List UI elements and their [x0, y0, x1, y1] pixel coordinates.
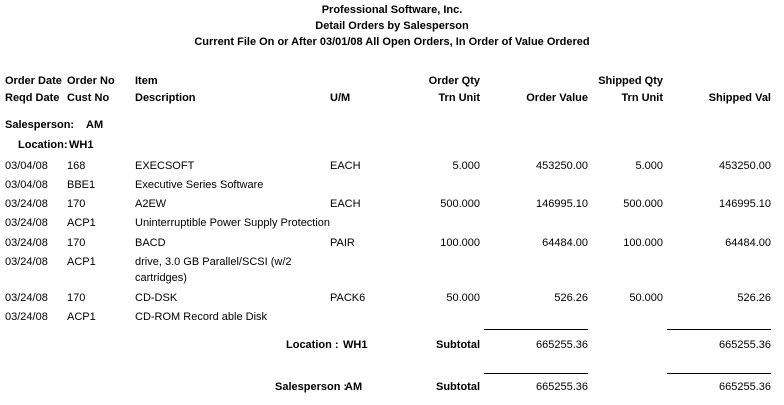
- row-4-reqd-date: 03/24/08: [5, 311, 48, 323]
- row-4-order-date: 03/24/08: [5, 292, 48, 304]
- row-3-reqd-date: 03/24/08: [5, 256, 48, 268]
- location-subtotal-rule-order: [484, 329, 588, 330]
- row-1-description: Executive Series Software: [135, 179, 264, 191]
- location-subtotal-label: Location :: [286, 339, 339, 351]
- row-1-item: EXECSOFT: [135, 160, 195, 172]
- col-order-value: Order Value: [526, 92, 588, 104]
- row-2-cust-no: ACP1: [67, 217, 96, 229]
- row-4-item: CD-DSK: [135, 292, 178, 304]
- col-cust-no: Cust No: [67, 92, 110, 104]
- row-1-shipped-qty: 5.000: [635, 160, 663, 172]
- row-1-shipped-val: 453250.00: [719, 160, 771, 172]
- row-3-order-qty: 100.000: [440, 237, 480, 249]
- row-3-order-no: 170: [67, 237, 86, 249]
- row-3-description: drive, 3.0 GB Parallel/SCSI (w/2: [135, 256, 292, 268]
- col-order-date: Order Date: [5, 75, 62, 87]
- row-1-cust-no: BBE1: [67, 179, 96, 191]
- row-3-cust-no: ACP1: [67, 256, 96, 268]
- row-1-reqd-date: 03/04/08: [5, 179, 48, 191]
- salesperson-subtotal-label: Salesperson :: [275, 381, 348, 393]
- row-4-um: PACK6: [330, 292, 366, 304]
- row-2-shipped-val: 146995.10: [719, 198, 771, 210]
- company-name: Professional Software, Inc.: [321, 4, 463, 16]
- row-2-order-qty: 500.000: [440, 198, 480, 210]
- col-item: Item: [135, 75, 158, 87]
- row-2-shipped-qty: 500.000: [623, 198, 663, 210]
- row-3-shipped-val: 64484.00: [725, 237, 771, 249]
- row-4-shipped-qty: 50.000: [629, 292, 663, 304]
- col-um: U/M: [330, 92, 351, 104]
- salesperson-subtotal-shipped-val: 665255.36: [719, 381, 771, 393]
- row-2-description: Uninterruptible Power Supply Protection: [135, 217, 331, 229]
- row-4-shipped-val: 526.26: [737, 292, 771, 304]
- row-2-reqd-date: 03/24/08: [5, 217, 48, 229]
- col-order-no: Order No: [67, 75, 115, 87]
- row-1-order-qty: 5.000: [452, 160, 480, 172]
- col-reqd-date: Reqd Date: [5, 92, 60, 104]
- salesperson-subtotal-rule-shipped: [667, 373, 771, 374]
- report-title: Detail Orders by Salesperson: [315, 20, 469, 32]
- salesperson-label: Salesperson:: [5, 119, 75, 131]
- col-shipped-qty: Shipped Qty: [598, 75, 663, 87]
- location-subtotal-rule-shipped: [667, 329, 771, 330]
- row-4-order-no: 170: [67, 292, 86, 304]
- salesperson-subtotal-order-value: 665255.36: [536, 381, 588, 393]
- location-value: WH1: [69, 139, 94, 151]
- row-2-um: EACH: [330, 198, 361, 210]
- row-1-order-date: 03/04/08: [5, 160, 48, 172]
- report-criteria: Current File On or After 03/01/08 All Open Orders, In Order of Value Ordered: [194, 36, 590, 48]
- location-subtotal-order-value: 665255.36: [536, 339, 588, 351]
- col-order-qty: Order Qty: [428, 75, 480, 87]
- col-trn-unit-2: Trn Unit: [621, 92, 663, 104]
- location-subtotal-value: WH1: [343, 339, 368, 351]
- salesperson-subtotal-value: AM: [345, 381, 363, 393]
- row-4-order-value: 526.26: [554, 292, 588, 304]
- salesperson-value: AM: [86, 119, 104, 131]
- row-2-item: A2EW: [135, 198, 167, 210]
- row-4-description: CD-ROM Record able Disk: [135, 311, 268, 323]
- row-2-order-no: 170: [67, 198, 86, 210]
- salesperson-subtotal-caption: Subtotal: [436, 381, 480, 393]
- col-description: Description: [135, 92, 196, 104]
- row-4-cust-no: ACP1: [67, 311, 96, 323]
- location-label: Location:: [18, 139, 68, 151]
- row-3-order-date: 03/24/08: [5, 237, 48, 249]
- row-2-order-value: 146995.10: [536, 198, 588, 210]
- row-3-description-cont: cartridges): [135, 272, 187, 284]
- row-1-order-no: 168: [67, 160, 86, 172]
- row-3-um: PAIR: [330, 237, 355, 249]
- row-3-shipped-qty: 100.000: [623, 237, 663, 249]
- col-trn-unit-1: Trn Unit: [438, 92, 480, 104]
- row-2-order-date: 03/24/08: [5, 198, 48, 210]
- row-1-order-value: 453250.00: [536, 160, 588, 172]
- row-1-um: EACH: [330, 160, 361, 172]
- row-3-item: BACD: [135, 237, 166, 249]
- location-subtotal-caption: Subtotal: [436, 339, 480, 351]
- location-subtotal-shipped-val: 665255.36: [719, 339, 771, 351]
- col-shipped-val: Shipped Val: [708, 92, 771, 104]
- salesperson-subtotal-rule-order: [484, 373, 588, 374]
- row-4-order-qty: 50.000: [446, 292, 480, 304]
- row-3-order-value: 64484.00: [542, 237, 588, 249]
